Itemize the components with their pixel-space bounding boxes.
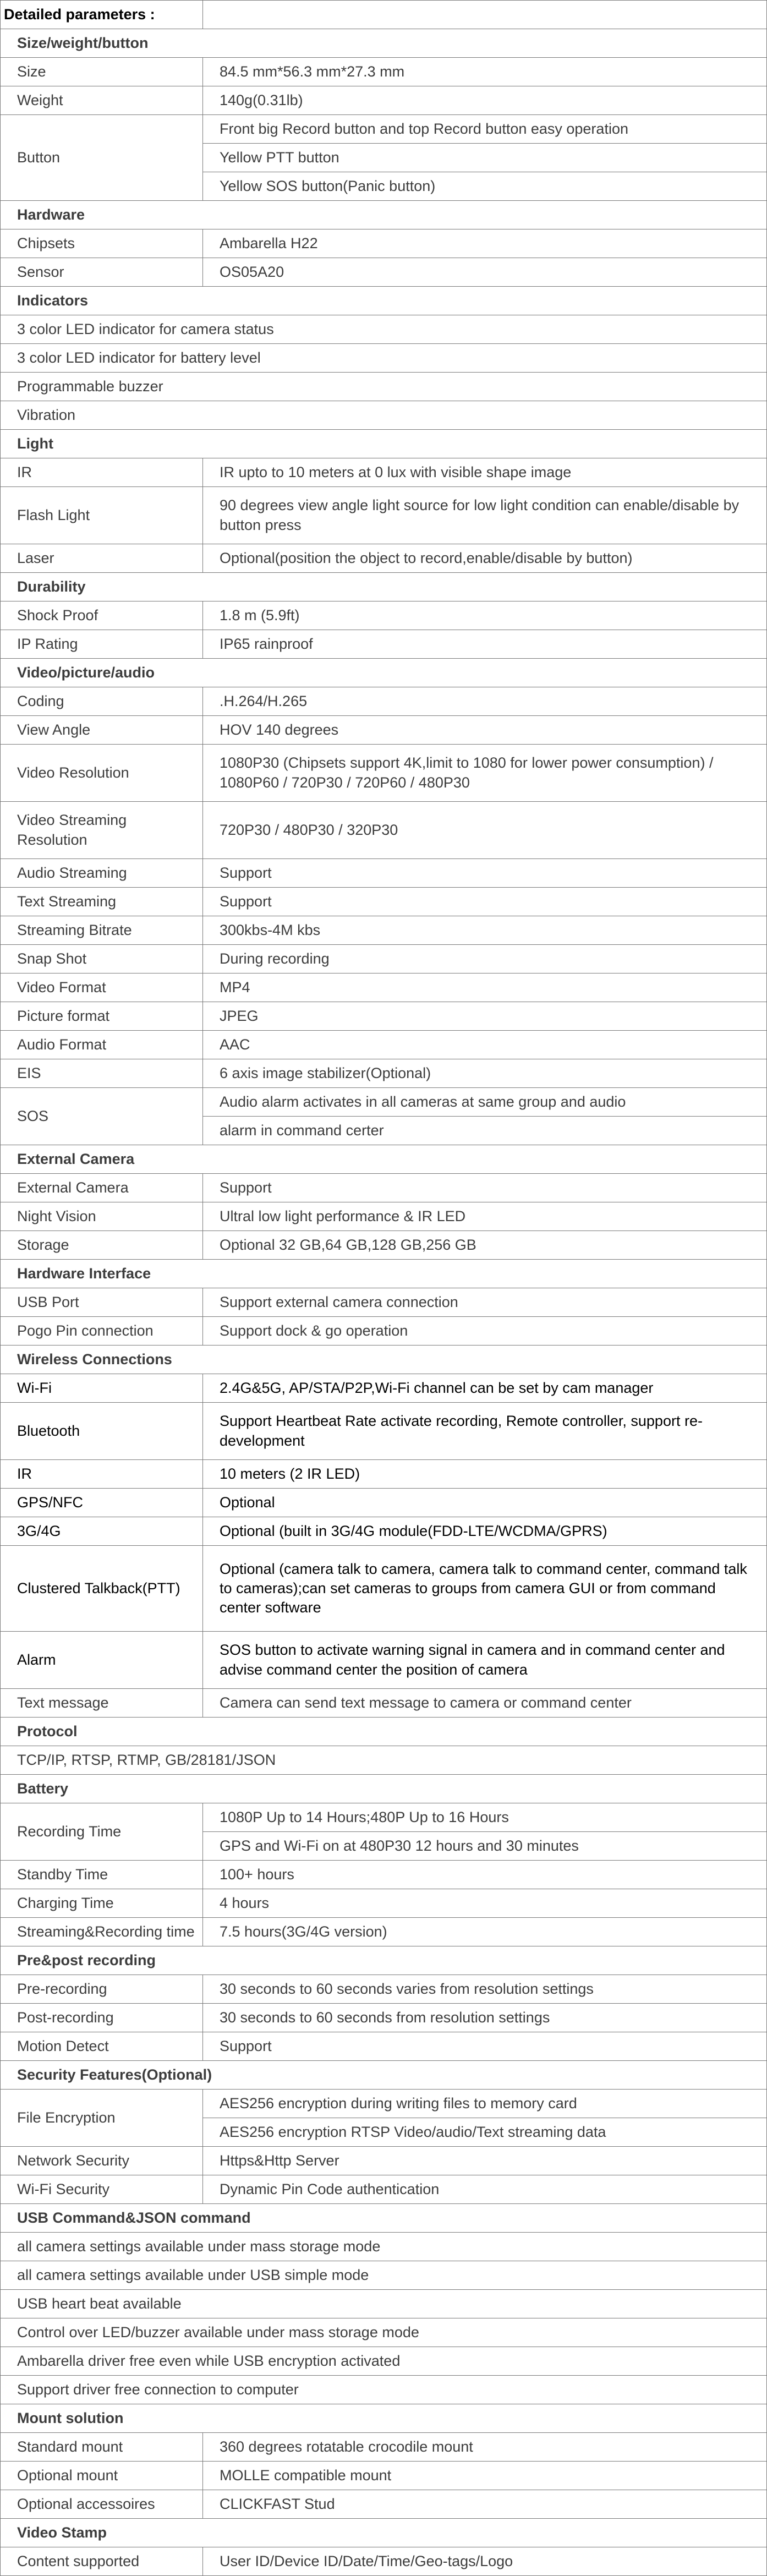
spec-row (1, 487, 767, 544)
spec-row (1, 2490, 767, 2519)
spec-label: Optional accessoires (1, 2490, 203, 2519)
spec-label: Video Resolution (1, 745, 203, 802)
spec-value: 84.5 mm*56.3 mm*27.3 mm (203, 58, 767, 86)
spec-row (1, 2462, 767, 2490)
spec-value: 1080P30 (Chipsets support 4K,limit to 1080 for lower power consumption) / 1080P60 / 720P30 / 720P60 / 480P30 (203, 745, 767, 802)
spec-row (1, 1002, 767, 1031)
spec-row (1, 2147, 767, 2175)
spec-label: Wi-Fi (1, 1374, 203, 1403)
spec-value: SOS button to activate warning signal in camera and in command center and advise command center the position of camera (203, 1632, 767, 1689)
spec-row (1, 2090, 767, 2118)
spec-row (1, 1861, 767, 1889)
spec-label: Standard mount (1, 2433, 203, 2462)
spec-value: 30 seconds to 60 seconds varies from resolution settings (203, 1975, 767, 2004)
spec-value: Yellow PTT button (203, 144, 767, 172)
section-pre-post-recording: Pre&post recording (1, 1946, 767, 1975)
spec-value: IP65 rainproof (203, 630, 767, 659)
spec-label: Text message (1, 1689, 203, 1718)
spec-label: External Camera (1, 1174, 203, 1202)
table-title-row (1, 1, 767, 29)
spec-value: MOLLE compatible mount (203, 2462, 767, 2490)
spec-row (1, 1059, 767, 1088)
spec-label: Clustered Talkback(PTT) (1, 1546, 203, 1632)
spec-row (1, 58, 767, 86)
feature-text: TCP/IP, RTSP, RTMP, GB/28181/JSON (1, 1746, 767, 1775)
section-header-row (1, 573, 767, 601)
spec-label: IP Rating (1, 630, 203, 659)
spec-row (1, 945, 767, 973)
table-title-blank (203, 1, 767, 29)
section-header-row (1, 2519, 767, 2547)
spec-label: Optional mount (1, 2462, 203, 2490)
spec-value: 140g(0.31lb) (203, 86, 767, 115)
spec-value: Audio alarm activates in all cameras at same group and audio (203, 1088, 767, 1117)
section-size-weight-button: Size/weight/button (1, 29, 767, 58)
spec-value: 7.5 hours(3G/4G version) (203, 1918, 767, 1946)
spec-value: Https&Http Server (203, 2147, 767, 2175)
spec-row (1, 802, 767, 859)
spec-row (1, 1460, 767, 1489)
spec-label: SOS (1, 1088, 203, 1145)
spec-value: 6 axis image stabilizer(Optional) (203, 1059, 767, 1088)
spec-value: CLICKFAST Stud (203, 2490, 767, 2519)
spec-value: Yellow SOS button(Panic button) (203, 172, 767, 201)
spec-label: Recording Time (1, 1803, 203, 1861)
spec-row (1, 1403, 767, 1460)
spec-row (1, 601, 767, 630)
section-hardware: Hardware (1, 201, 767, 229)
spec-value: Front big Record button and top Record button easy operation (203, 115, 767, 144)
spec-row (1, 544, 767, 573)
spec-label: Video Format (1, 973, 203, 1002)
feature-text: all camera settings available under USB simple mode (1, 2261, 767, 2290)
spec-value: JPEG (203, 1002, 767, 1031)
spec-value: Support dock & go operation (203, 1317, 767, 1346)
spec-value: Support (203, 2032, 767, 2061)
feature-text: Control over LED/buzzer available under mass storage mode (1, 2318, 767, 2347)
spec-row (1, 1374, 767, 1403)
spec-label: Laser (1, 544, 203, 573)
spec-label: Shock Proof (1, 601, 203, 630)
spec-row (1, 1317, 767, 1346)
spec-label: Chipsets (1, 229, 203, 258)
spec-value: OS05A20 (203, 258, 767, 287)
spec-row (1, 2175, 767, 2204)
spec-row (1, 1088, 767, 1117)
spec-value: IR upto to 10 meters at 0 lux with visible shape image (203, 458, 767, 487)
spec-row (1, 1632, 767, 1689)
section-header-row (1, 430, 767, 458)
spec-value: 10 meters (2 IR LED) (203, 1460, 767, 1489)
spec-label: Network Security (1, 2147, 203, 2175)
spec-row (1, 229, 767, 258)
spec-label: Night Vision (1, 1202, 203, 1231)
spec-label: Bluetooth (1, 1403, 203, 1460)
spec-value: alarm in command certer (203, 1117, 767, 1145)
spec-value: During recording (203, 945, 767, 973)
spec-row (1, 458, 767, 487)
spec-label: Video Streaming Resolution (1, 802, 203, 859)
spec-label: Flash Light (1, 487, 203, 544)
spec-label: Content supported (1, 2547, 203, 2576)
spec-value: Optional(position the object to record,enable/disable by button) (203, 544, 767, 573)
section-header-row (1, 1718, 767, 1746)
spec-row (1, 1889, 767, 1918)
spec-label: Streaming&Recording time (1, 1918, 203, 1946)
spec-row (1, 2433, 767, 2462)
spec-value: Optional (203, 1489, 767, 1517)
spec-label: Motion Detect (1, 2032, 203, 2061)
feature-row (1, 1746, 767, 1775)
spec-label: Snap Shot (1, 945, 203, 973)
spec-row (1, 1517, 767, 1546)
spec-value: 4 hours (203, 1889, 767, 1918)
spec-label: Weight (1, 86, 203, 115)
spec-value: Optional (camera talk to camera, camera talk to command center, command talk to cameras);can set cameras to groups from camera GUI or from command center software (203, 1546, 767, 1632)
spec-row (1, 859, 767, 888)
section-indicators: Indicators (1, 287, 767, 315)
spec-label: 3G/4G (1, 1517, 203, 1546)
spec-label: Sensor (1, 258, 203, 287)
feature-text: Ambarella driver free even while USB encryption activated (1, 2347, 767, 2376)
feature-text: all camera settings available under mass storage mode (1, 2233, 767, 2261)
spec-label: Post-recording (1, 2004, 203, 2032)
spec-value: Optional (built in 3G/4G module(FDD-LTE/WCDMA/GPRS) (203, 1517, 767, 1546)
feature-row (1, 401, 767, 430)
spec-label: Storage (1, 1231, 203, 1260)
section-header-row (1, 287, 767, 315)
section-header-row (1, 1346, 767, 1374)
feature-row (1, 2233, 767, 2261)
spec-row (1, 115, 767, 144)
section-header-row (1, 2404, 767, 2433)
spec-label: Alarm (1, 1632, 203, 1689)
spec-label: View Angle (1, 716, 203, 745)
section-header-row (1, 1946, 767, 1975)
spec-row (1, 258, 767, 287)
spec-label: Audio Streaming (1, 859, 203, 888)
spec-value: 300kbs-4M kbs (203, 916, 767, 945)
feature-row (1, 2290, 767, 2318)
spec-value: 1.8 m (5.9ft) (203, 601, 767, 630)
spec-label: Standby Time (1, 1861, 203, 1889)
section-protocol: Protocol (1, 1718, 767, 1746)
section-mount-solution: Mount solution (1, 2404, 767, 2433)
section-hardware-interface: Hardware Interface (1, 1260, 767, 1288)
spec-value: MP4 (203, 973, 767, 1002)
spec-value: 90 degrees view angle light source for low light condition can enable/disable by button press (203, 487, 767, 544)
spec-value: .H.264/H.265 (203, 687, 767, 716)
section-light: Light (1, 430, 767, 458)
spec-value: Support (203, 888, 767, 916)
spec-row (1, 630, 767, 659)
spec-row (1, 2547, 767, 2576)
spec-value: Optional 32 GB,64 GB,128 GB,256 GB (203, 1231, 767, 1260)
spec-value: AES256 encryption RTSP Video/audio/Text streaming data (203, 2118, 767, 2147)
feature-text: Support driver free connection to computer (1, 2376, 767, 2404)
feature-row (1, 2318, 767, 2347)
spec-label: Wi-Fi Security (1, 2175, 203, 2204)
section-wireless-connections: Wireless Connections (1, 1346, 767, 1374)
spec-row (1, 1031, 767, 1059)
spec-label: Text Streaming (1, 888, 203, 916)
spec-row (1, 716, 767, 745)
spec-value: GPS and Wi-Fi on at 480P30 12 hours and 30 minutes (203, 1832, 767, 1861)
spec-value: HOV 140 degrees (203, 716, 767, 745)
spec-label: EIS (1, 1059, 203, 1088)
section-security-features-optional: Security Features(Optional) (1, 2061, 767, 2090)
section-header-row (1, 2061, 767, 2090)
spec-label: USB Port (1, 1288, 203, 1317)
feature-text: Vibration (1, 401, 767, 430)
feature-row (1, 2261, 767, 2290)
spec-row (1, 2032, 767, 2061)
spec-label: Size (1, 58, 203, 86)
spec-value: Support Heartbeat Rate activate recording, Remote controller, support re-development (203, 1403, 767, 1460)
spec-value: Support (203, 859, 767, 888)
feature-row (1, 373, 767, 401)
section-header-row (1, 1775, 767, 1803)
section-header-row (1, 1145, 767, 1174)
spec-label: Charging Time (1, 1889, 203, 1918)
spec-row (1, 1918, 767, 1946)
spec-label: Pogo Pin connection (1, 1317, 203, 1346)
spec-value: Ultral low light performance & IR LED (203, 1202, 767, 1231)
section-header-row (1, 1260, 767, 1288)
section-usb-command-json-command: USB Command&JSON command (1, 2204, 767, 2233)
table-title: Detailed parameters : (1, 1, 203, 29)
section-header-row (1, 2204, 767, 2233)
feature-text: Programmable buzzer (1, 373, 767, 401)
spec-row (1, 745, 767, 802)
feature-row (1, 315, 767, 344)
spec-row (1, 888, 767, 916)
spec-row (1, 973, 767, 1002)
spec-value: 30 seconds to 60 seconds from resolution settings (203, 2004, 767, 2032)
spec-row (1, 916, 767, 945)
section-header-row (1, 201, 767, 229)
spec-value: Support (203, 1174, 767, 1202)
spec-row (1, 1803, 767, 1832)
spec-row (1, 2004, 767, 2032)
spec-value: 2.4G&5G, AP/STA/P2P,Wi-Fi channel can be set by cam manager (203, 1374, 767, 1403)
spec-row (1, 1202, 767, 1231)
spec-row (1, 1288, 767, 1317)
spec-row (1, 1231, 767, 1260)
feature-text: 3 color LED indicator for battery level (1, 344, 767, 373)
spec-label: Button (1, 115, 203, 201)
spec-value: 720P30 / 480P30 / 320P30 (203, 802, 767, 859)
spec-table-body (1, 1, 767, 2576)
spec-value: AES256 encryption during writing files to memory card (203, 2090, 767, 2118)
feature-text: 3 color LED indicator for camera status (1, 315, 767, 344)
spec-label: IR (1, 458, 203, 487)
spec-row (1, 1546, 767, 1632)
spec-label: Streaming Bitrate (1, 916, 203, 945)
spec-value: 360 degrees rotatable crocodile mount (203, 2433, 767, 2462)
section-header-row (1, 659, 767, 687)
spec-label: IR (1, 1460, 203, 1489)
spec-value: Dynamic Pin Code authentication (203, 2175, 767, 2204)
section-durability: Durability (1, 573, 767, 601)
section-video-picture-audio: Video/picture/audio (1, 659, 767, 687)
section-video-stamp: Video Stamp (1, 2519, 767, 2547)
spec-value: 100+ hours (203, 1861, 767, 1889)
spec-label: File Encryption (1, 2090, 203, 2147)
spec-row (1, 687, 767, 716)
spec-label: Pre-recording (1, 1975, 203, 2004)
feature-row (1, 2376, 767, 2404)
spec-row (1, 1689, 767, 1718)
spec-value: Support external camera connection (203, 1288, 767, 1317)
spec-label: Picture format (1, 1002, 203, 1031)
spec-row (1, 1975, 767, 2004)
feature-row (1, 344, 767, 373)
section-battery: Battery (1, 1775, 767, 1803)
spec-row (1, 1489, 767, 1517)
spec-value: User ID/Device ID/Date/Time/Geo-tags/Logo (203, 2547, 767, 2576)
feature-text: USB heart beat available (1, 2290, 767, 2318)
spec-label: Coding (1, 687, 203, 716)
spec-value: AAC (203, 1031, 767, 1059)
feature-row (1, 2347, 767, 2376)
section-external-camera: External Camera (1, 1145, 767, 1174)
section-header-row (1, 29, 767, 58)
spec-value: 1080P Up to 14 Hours;480P Up to 16 Hours (203, 1803, 767, 1832)
spec-label: Audio Format (1, 1031, 203, 1059)
spec-row (1, 86, 767, 115)
spec-value: Camera can send text message to camera or command center (203, 1689, 767, 1718)
spec-row (1, 1174, 767, 1202)
spec-label: GPS/NFC (1, 1489, 203, 1517)
spec-value: Ambarella H22 (203, 229, 767, 258)
